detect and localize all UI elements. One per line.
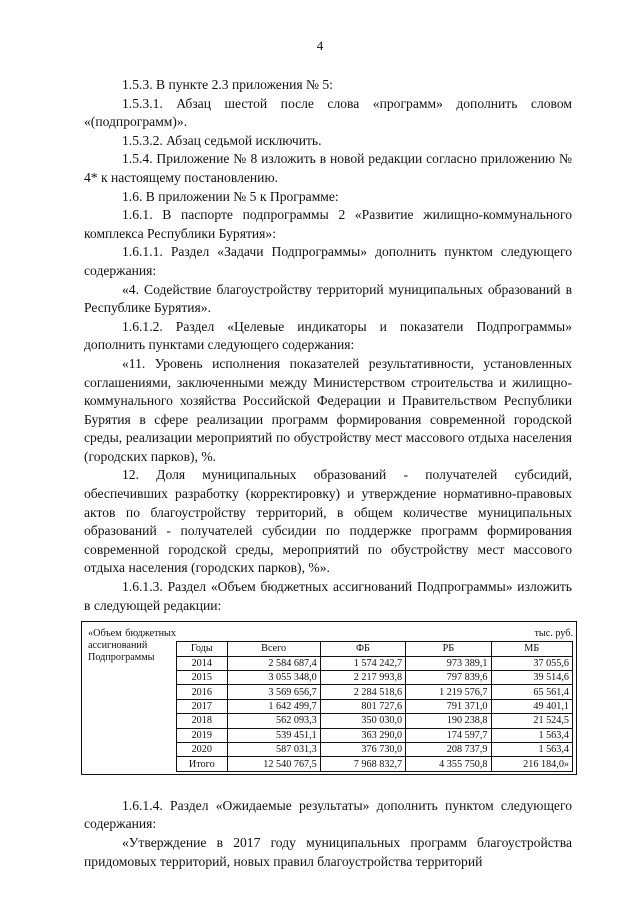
cell-year: 2018 (177, 714, 228, 728)
paragraph: «11. Уровень исполнения показателей результативности, установленных соглашениями, заключенными между Министерством строительства и жилищно-коммунального хозяйства Российской Федерации и Правительством Республики Бурятия в сфере реализации программ формирования современной городской среды, реализации мероприятий по обустройству мест массового отдыха населения (городских парков), %. (84, 355, 572, 464)
budget-table (176, 641, 573, 772)
table-total-row (177, 757, 573, 771)
table-header-row (177, 642, 573, 656)
header-mb: МБ (491, 642, 572, 656)
page-number: 4 (316, 38, 324, 53)
header-years: Годы (177, 642, 228, 656)
paragraph: 1.6.1.1. Раздел «Задачи Подпрограммы» дополнить пунктом следующего содержания: (84, 244, 572, 278)
table-row (177, 742, 573, 756)
document-body (84, 76, 572, 871)
cell-rb: 190 238,8 (406, 714, 491, 728)
cell-mb: 1 563,4 (491, 742, 572, 756)
cell-mb: 1 563,4 (491, 728, 572, 742)
cell-total: 2 584 687,4 (227, 656, 320, 670)
cell-fb: 350 030,0 (320, 714, 405, 728)
paragraph: 1.5.3.1. Абзац шестой после слова «программ» дополнить словом «(подпрограмм)». (84, 95, 572, 130)
paragraph: 1.6. В приложении № 5 к Программе: (122, 188, 339, 204)
cell-rb: 797 839,6 (406, 671, 491, 685)
table-row (177, 671, 573, 685)
budget-table-label: «Объем бюджетных ассигнований Подпрограммы (88, 628, 176, 664)
cell-mb: 37 055,6 (491, 656, 572, 670)
cell-fb: 376 730,0 (320, 742, 405, 756)
header-fb: ФБ (320, 642, 405, 656)
cell-total: 3 569 656,7 (227, 685, 320, 699)
cell-fb: 1 574 242,7 (320, 656, 405, 670)
budget-unit: тыс. руб. (534, 628, 573, 640)
table-row (177, 699, 573, 713)
cell-total: 562 093,3 (227, 714, 320, 728)
cell-total: 587 031,3 (227, 742, 320, 756)
budget-table-frame (81, 621, 577, 775)
paragraph: «Утверждение в 2017 году муниципальных программ благоустройства придомовых территорий, новых правил благоустройства территорий (84, 834, 572, 869)
cell-total: 3 055 348,0 (227, 671, 320, 685)
table-row (177, 656, 573, 670)
cell-rb: 174 597,7 (406, 728, 491, 742)
cell-total: 12 540 767,5 (227, 757, 320, 771)
table-row (177, 714, 573, 728)
paragraph: 1.6.1. В паспорте подпрограммы 2 «Развитие жилищно-коммунального комплекса Республики Бурятия»: (84, 207, 572, 241)
cell-mb: 21 524,5 (491, 714, 572, 728)
paragraph: «4. Содействие благоустройству территорий муниципальных образований в Республике Бурятия». (84, 281, 572, 316)
cell-year: 2020 (177, 742, 228, 756)
after-table-section (84, 797, 572, 871)
header-rb: РБ (406, 642, 491, 656)
cell-year: 2017 (177, 699, 228, 713)
paragraph: 1.6.1.2. Раздел «Целевые индикаторы и показатели Подпрограммы» дополнить пунктами следующего содержания: (84, 318, 572, 353)
cell-year: 2015 (177, 671, 228, 685)
cell-total: 1 642 499,7 (227, 699, 320, 713)
paragraph: 12. Доля муниципальных образований - получателей субсидий, обеспечивших разработку (корректировку) и утверждение нормативно-правовых актов по благоустройству территорий, в общем количестве муниципальных образований - получателей субсидии по поддержке программ формирования современной городской среды, мероприятий по обустройству мест массового отдыха населения (городских парков), %». (84, 467, 572, 576)
header-total: Всего (227, 642, 320, 656)
cell-mb: 65 561,4 (491, 685, 572, 699)
cell-fb: 7 968 832,7 (320, 757, 405, 771)
paragraph: 1.5.4. Приложение № 8 изложить в новой редакции согласно приложению № 4* к настоящему постановлению. (84, 151, 572, 185)
cell-year: 2019 (177, 728, 228, 742)
cell-mb: 49 401,1 (491, 699, 572, 713)
cell-mb: 39 514,6 (491, 671, 572, 685)
paragraph: 1.6.1.3. Раздел «Объем бюджетных ассигнований Подпрограммы» изложить в следующей редакции: (84, 579, 572, 613)
cell-fb: 2 217 993,8 (320, 671, 405, 685)
paragraph: 1.5.3.2. Абзац седьмой исключить. (122, 132, 322, 148)
cell-mb: 216 184,0» (491, 757, 572, 771)
cell-rb: 208 737,9 (406, 742, 491, 756)
cell-fb: 801 727,6 (320, 699, 405, 713)
cell-fb: 2 284 518,6 (320, 685, 405, 699)
budget-table-area (176, 628, 576, 772)
cell-total: 539 451,1 (227, 728, 320, 742)
cell-rb: 791 371,0 (406, 699, 491, 713)
cell-fb: 363 290,0 (320, 728, 405, 742)
cell-rb: 1 219 576,7 (406, 685, 491, 699)
paragraph: 1.6.1.4. Раздел «Ожидаемые результаты» дополнить пунктом следующего содержания: (84, 797, 572, 832)
table-row (177, 728, 573, 742)
table-row (177, 685, 573, 699)
cell-year: 2016 (177, 685, 228, 699)
cell-year: Итого (177, 757, 228, 771)
cell-rb: 973 389,1 (406, 656, 491, 670)
paragraph: 1.5.3. В пункте 2.3 приложения № 5: (122, 77, 333, 92)
cell-year: 2014 (177, 656, 228, 670)
cell-rb: 4 355 750,8 (406, 757, 491, 771)
